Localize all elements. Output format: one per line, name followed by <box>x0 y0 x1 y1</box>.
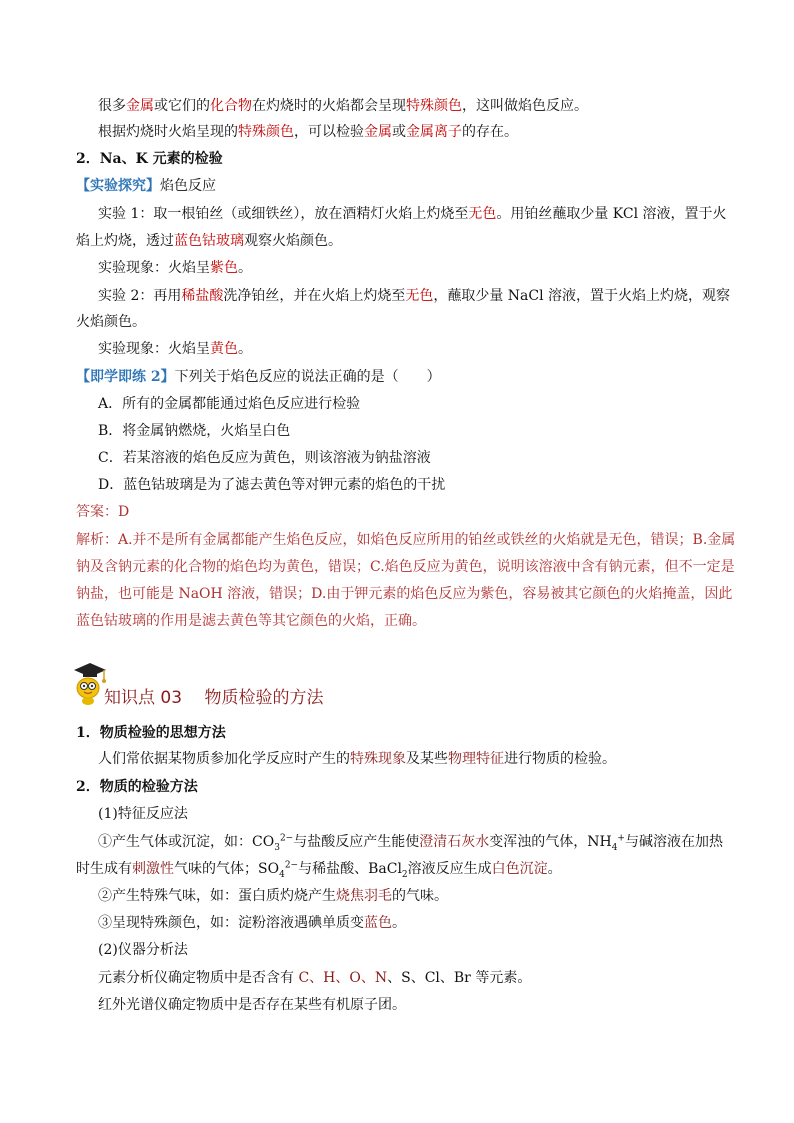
knowledge-point-title: 知识点 03 物质检验的方法 <box>104 688 324 708</box>
paragraph-flame-use: 根据灼烧时火焰呈现的特殊颜色，可以检验金属或金属离子的存在。 <box>98 124 518 140</box>
case-1-line-1: ①产生气体或沉淀，如：$CO_3^{2-}$与盐酸反应产生能使澄清石灰水变浑浊的气体，$NH_4^+$与碱溶液在加热 <box>98 833 723 853</box>
experiment-heading: 【实验探究】焰色反应 <box>76 178 216 194</box>
explanation-line-3: 钠盐，也可能是 NaOH 溶液，错误；D.由于钾元素的焰色反应为紫色，容易被其它颜色的火焰掩盖，因此 <box>76 586 733 602</box>
option-d: D．蓝色钴玻璃是为了滤去黄色等对钾元素的焰色的干扰 <box>98 477 446 493</box>
explanation-line-2: 钠及含钠元素的化合物的焰色均为黄色，错误；C.焰色反应为黄色，说明该溶液中含有钠元素，但不一定是 <box>76 559 735 575</box>
experiment-2-observation: 实验现象：火焰呈黄色。 <box>98 341 252 357</box>
case-3: ③呈现特殊颜色，如：淀粉溶液遇碘单质变蓝色。 <box>98 915 406 931</box>
instrument-element-analyzer: 元素分析仪确定物质中是否含有 C、H、O、N、S、Cl、Br 等元素。 <box>98 970 532 986</box>
explanation-line-4: 蓝色钴玻璃的作用是滤去黄色等其它颜色的火焰，正确。 <box>76 613 426 629</box>
section-heading-methods: 2．物质的检验方法 <box>76 779 198 795</box>
case-2: ②产生特殊气味，如：蛋白质灼烧产生烧焦羽毛的气味。 <box>98 888 448 904</box>
graduate-mascot-icon <box>66 661 108 707</box>
experiment-1-line-2: 焰上灼烧，透过蓝色钴玻璃观察火焰颜色。 <box>76 233 342 249</box>
section-heading-na-k: 2．Na、K 元素的检验 <box>76 151 223 167</box>
subheading-characteristic-reaction: (1)特征反应法 <box>98 806 188 822</box>
subheading-instrument-analysis: (2)仪器分析法 <box>98 942 188 958</box>
explanation-line-1: 解析：A.并不是所有金属都能产生焰色反应，如焰色反应所用的铂丝或铁丝的火焰就是无色，错误；B.金属 <box>76 532 736 548</box>
instrument-infrared-spectrometer: 红外光谱仪确定物质中是否存在某些有机原子团。 <box>98 997 406 1013</box>
experiment-2-line-1: 实验 2：再用稀盐酸洗净铂丝，并在火焰上灼烧至无色，蘸取少量 NaCl 溶液，置于火焰上灼烧，观察 <box>98 288 731 304</box>
option-c: C．若某溶液的焰色反应为黄色，则该溶液为钠盐溶液 <box>98 450 431 466</box>
experiment-1-line-1: 实验 1：取一根铂丝（或细铁丝），放在酒精灯火焰上灼烧至无色。用铂丝蘸取少量 KCl 溶液，置于火 <box>98 206 727 222</box>
option-a: A．所有的金属都能通过焰色反应进行检验 <box>98 396 361 412</box>
section-heading-thinking-method: 1．物质检验的思想方法 <box>76 725 226 741</box>
paragraph-flame-definition: 很多金属或它们的化合物在灼烧时的火焰都会呈现特殊颜色，这叫做焰色反应。 <box>98 98 588 114</box>
paragraph-thinking-method: 人们常依据某物质参加化学反应时产生的特殊现象及某些物理特征进行物质的检验。 <box>98 751 616 767</box>
option-b: B．将金属钠燃烧，火焰呈白色 <box>98 423 291 439</box>
practice-question-stem: 【即学即练 2】下列关于焰色反应的说法正确的是（ ） <box>76 369 441 385</box>
experiment-2-line-2: 火焰颜色。 <box>76 314 146 330</box>
answer: 答案：D <box>76 504 130 520</box>
experiment-1-observation: 实验现象：火焰呈紫色。 <box>98 260 252 276</box>
case-1-line-2: 时生成有刺激性气味的气体；$SO_4^{2-}$与稀盐酸、BaCl$_2$溶液反应生成白色沉淀。 <box>76 860 562 880</box>
